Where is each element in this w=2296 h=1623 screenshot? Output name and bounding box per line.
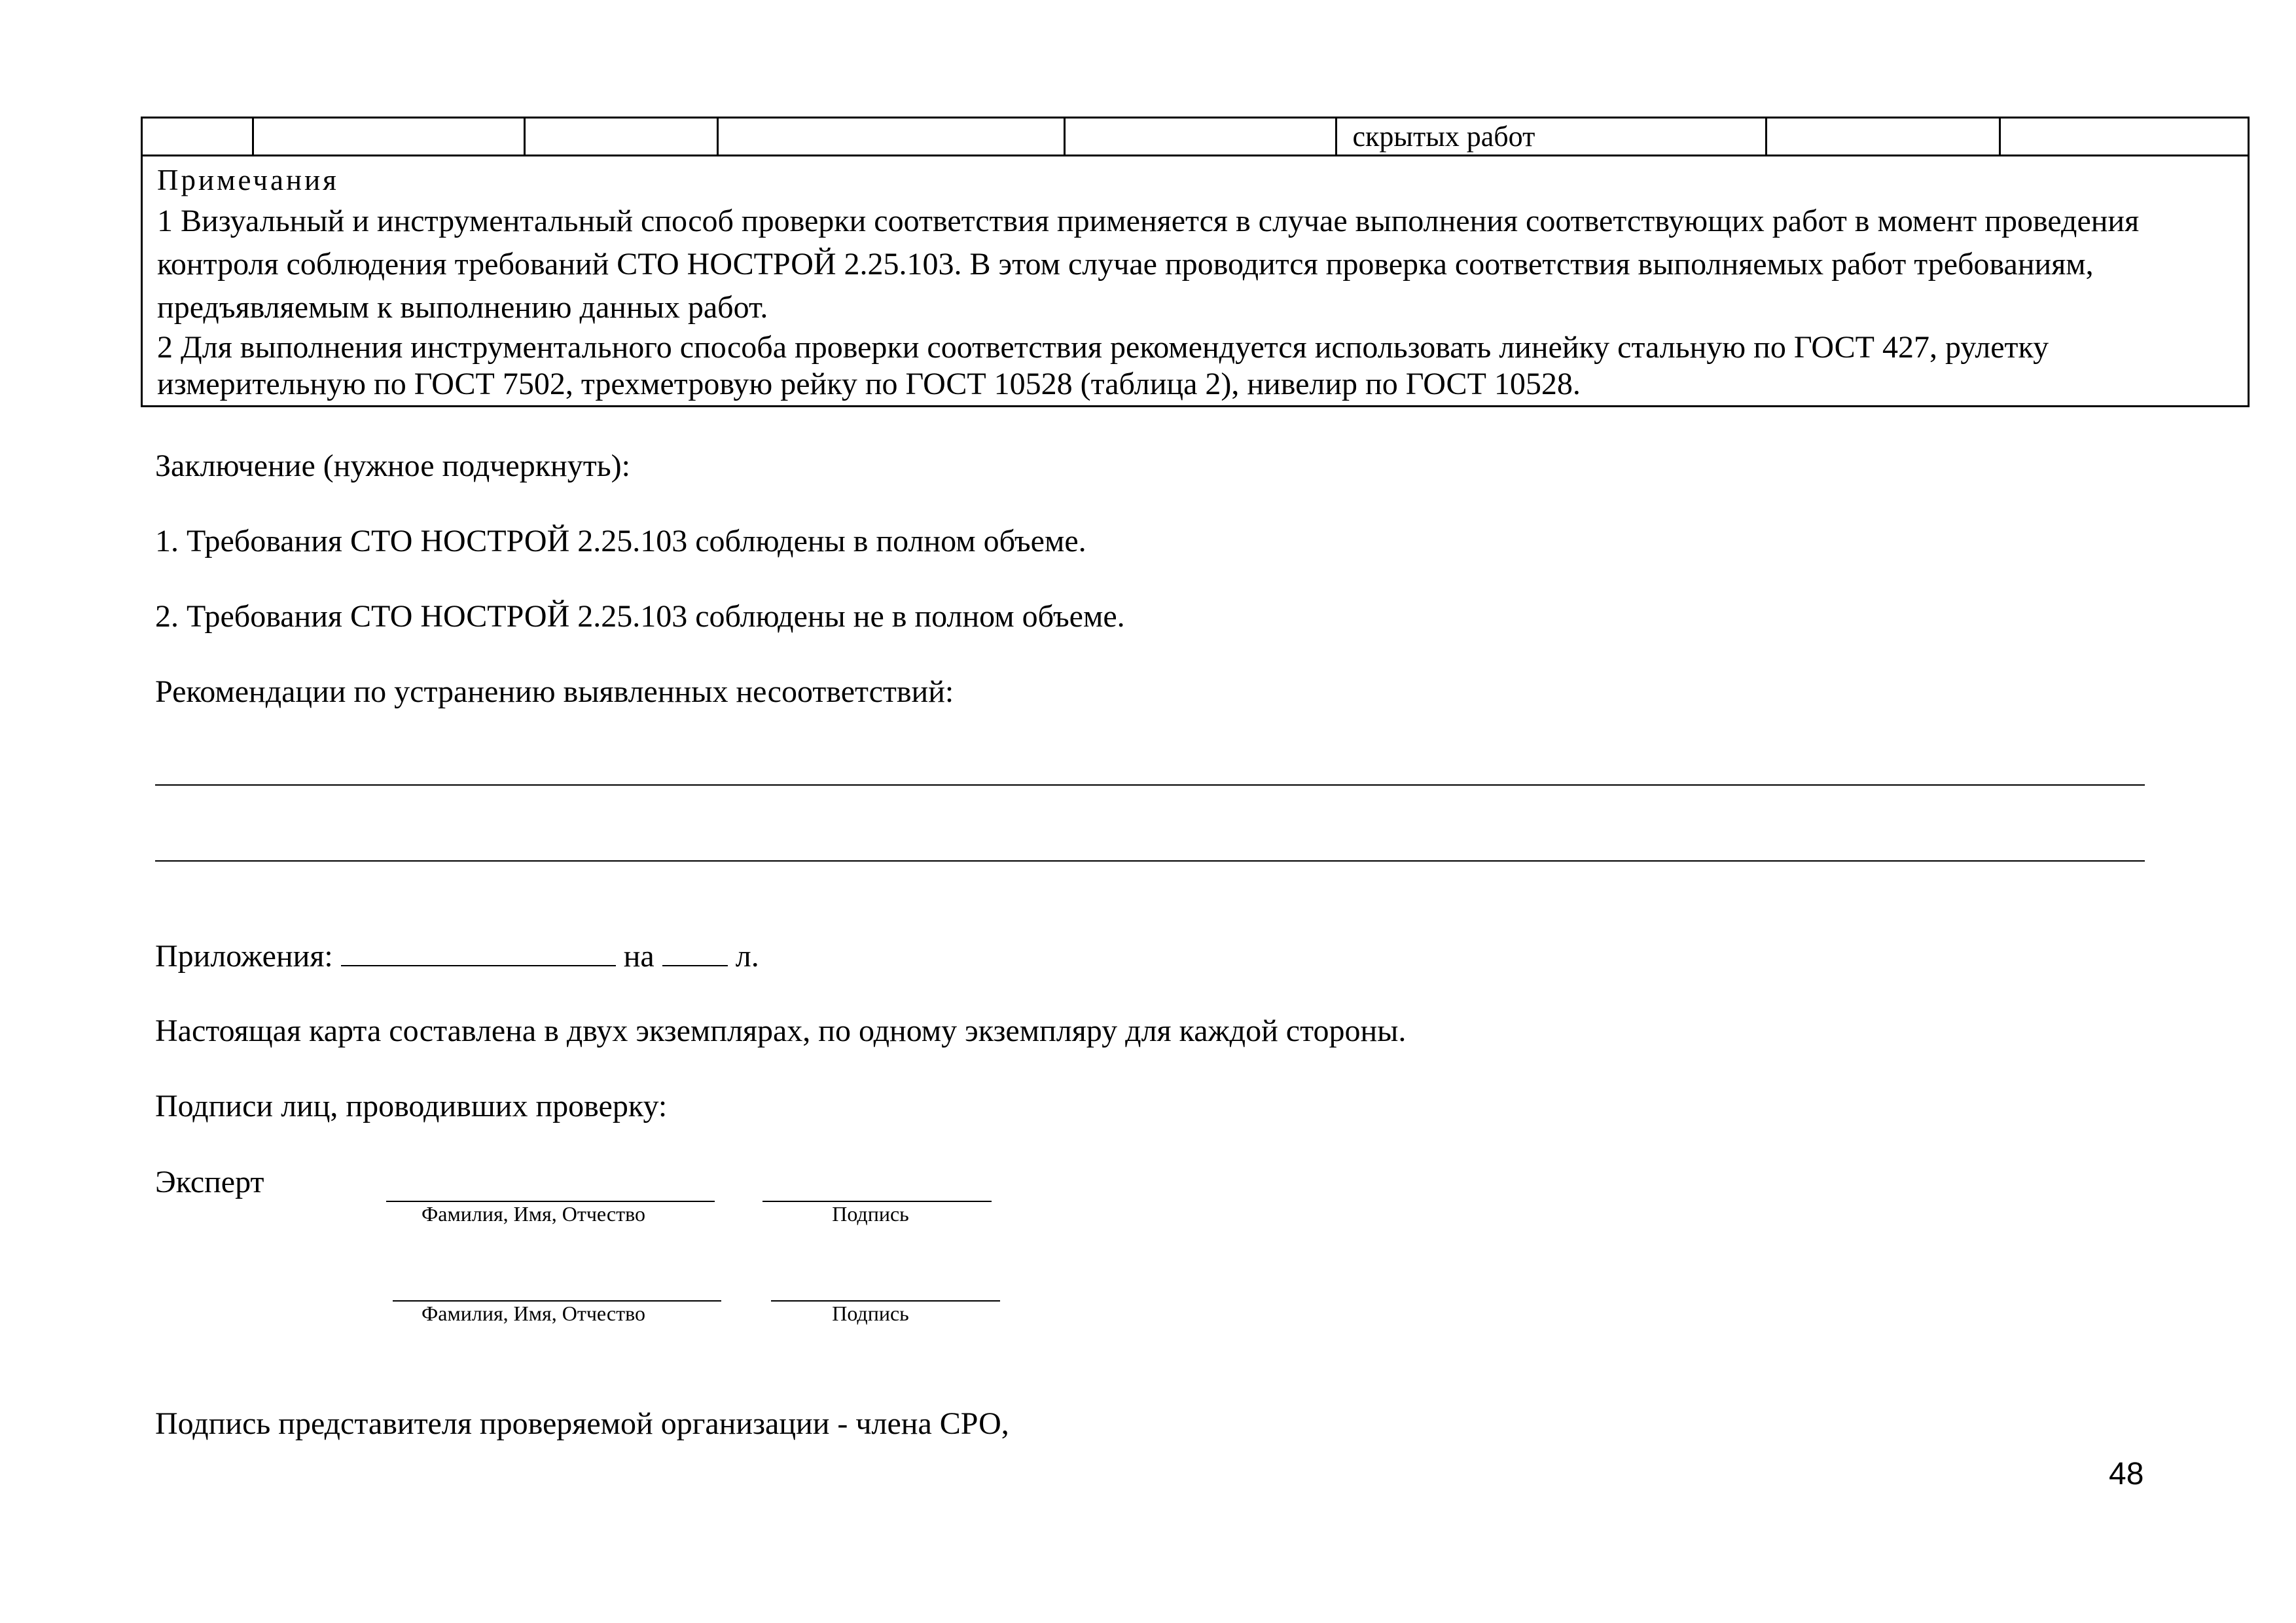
conclusion-option-1[interactable]: 1. Требования СТО НОСТРОЙ 2.25.103 соблюдены в полном объеме. (155, 524, 1086, 558)
signatures-heading: Подписи лиц, проводивших проверку: (155, 1089, 668, 1123)
table-notes (143, 155, 2248, 405)
table-cell (524, 119, 717, 155)
attachments-blank[interactable] (341, 936, 616, 966)
note-2: 2 Для выполнения инструментального способа проверки соответствия рекомендуется использовать линейку стальную по ГОСТ 427, рулетку измерительную по ГОСТ 7502, трехметровую рейку по ГОСТ 10528 (таблица 2), нивелир по ГОСТ 10528. (157, 330, 2049, 401)
table-cell (143, 119, 253, 155)
note-1: 1 Визуальный и инструментальный способ проверки соответствия применяется в случае выполнения соответствующих работ в момент проведения контроля соблюдения требований СТО НОСТРОЙ 2.25.103. В этом случае проводится проверка соответствия выполняемых работ требованиям, предъявляемым к выполнению данных работ. (157, 204, 2140, 325)
notes-title: Примечания (157, 164, 339, 196)
table-last-row (143, 119, 2251, 155)
attachments-middle: на (623, 939, 655, 974)
recommendations-line-2[interactable] (155, 860, 2145, 862)
recommendations-heading: Рекомендации по устранению выявленных несоответствий: (155, 674, 954, 709)
table-cell (1766, 119, 2000, 155)
table-cell (717, 119, 1064, 155)
signature-caption: Подпись (832, 1302, 909, 1325)
sheets-count-blank[interactable] (662, 936, 728, 966)
signature-caption: Подпись (832, 1202, 909, 1226)
org-signature-label: Подпись представителя проверяемой организации - члена СРО, (155, 1406, 1009, 1441)
conclusion-option-2[interactable]: 2. Требования СТО НОСТРОЙ 2.25.103 соблюдены не в полном объеме. (155, 599, 1125, 634)
conclusion-heading: Заключение (нужное подчеркнуть): (155, 448, 630, 483)
expert-label: Эксперт (155, 1165, 264, 1199)
recommendations-line-1[interactable] (155, 784, 2145, 786)
page-number: 48 (2109, 1457, 2144, 1491)
table-cell (253, 119, 524, 155)
attachments-line (155, 936, 759, 976)
name-caption: Фамилия, Имя, Отчество (421, 1302, 645, 1325)
name-caption: Фамилия, Имя, Отчество (421, 1202, 645, 1226)
copies-note: Настоящая карта составлена в двух экземплярах, по одному экземпляру для каждой стороны. (155, 1013, 1407, 1048)
table-cell-hidden-works: скрытых работ (1336, 119, 1766, 155)
table-cell (1064, 119, 1336, 155)
attachments-suffix: л. (735, 939, 759, 974)
attachments-label: Приложения: (155, 939, 333, 974)
table-cell (2000, 119, 2251, 155)
inspection-table (141, 117, 2250, 407)
